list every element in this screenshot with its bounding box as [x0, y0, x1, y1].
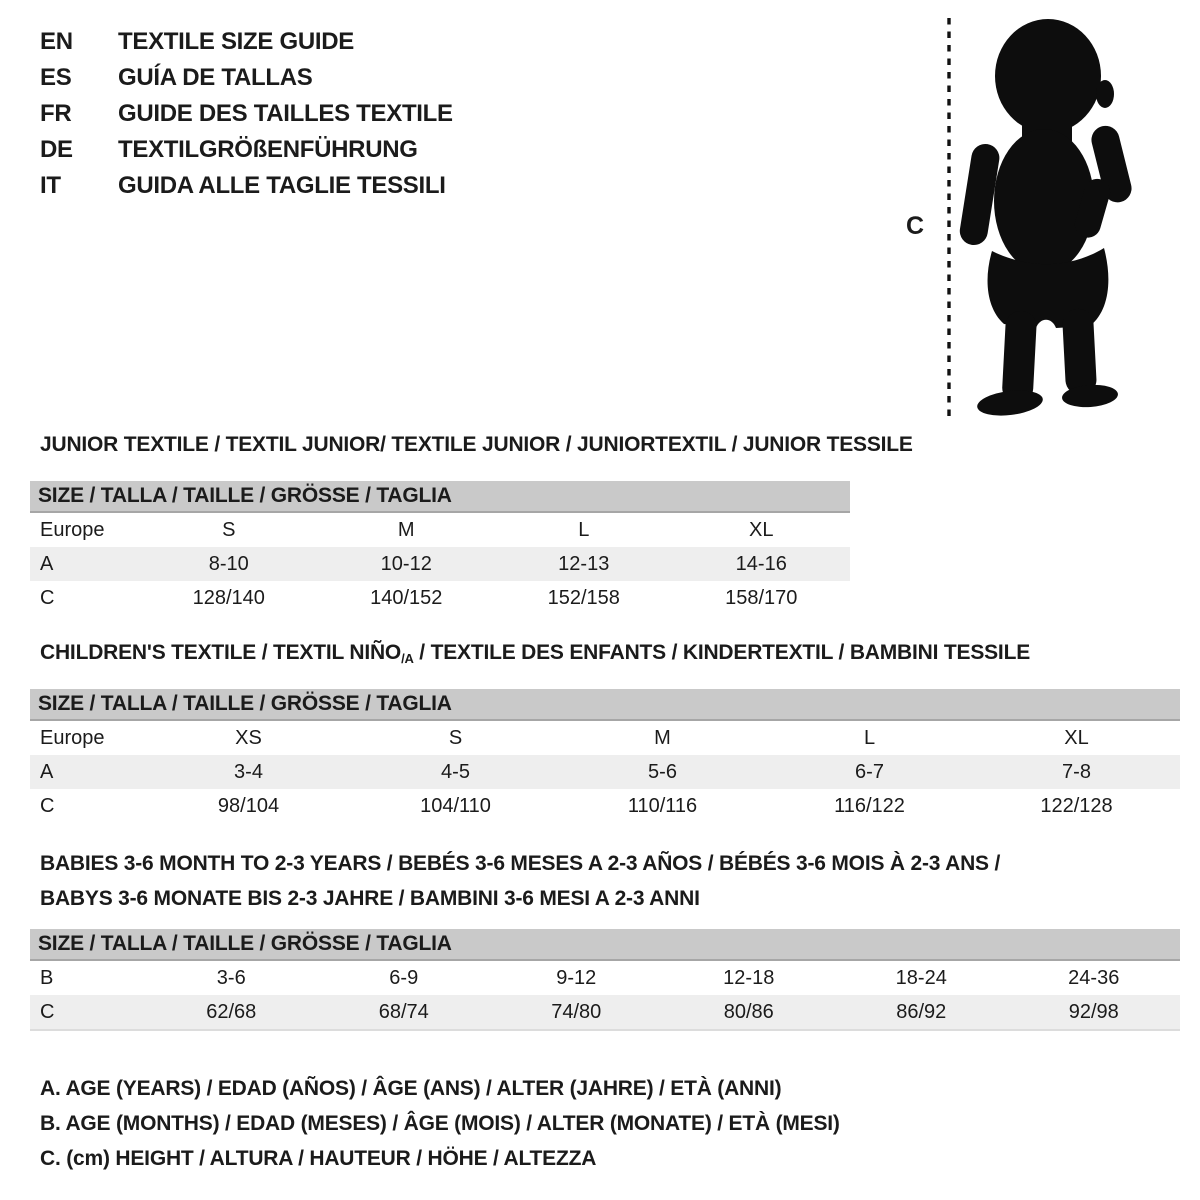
language-code: ES	[40, 64, 72, 91]
table-row-height	[30, 995, 1180, 1030]
size-cell: 128/140	[192, 586, 265, 609]
measurement-legend	[40, 1071, 840, 1176]
language-row	[40, 132, 453, 168]
children-section-title-subscript: /A	[401, 651, 414, 666]
size-cell: 140/152	[370, 586, 443, 609]
size-cell: 80/86	[663, 995, 836, 1030]
size-cell: 158/170	[725, 586, 798, 609]
row-label: Europe	[40, 726, 105, 749]
row-label: C	[30, 995, 145, 1030]
size-cell: 12-13	[495, 547, 673, 581]
size-cell: M	[654, 726, 671, 749]
table-row-age	[30, 755, 1180, 789]
language-title: GUIDE DES TAILLES TEXTILE	[118, 100, 453, 127]
size-cell: 6-9	[389, 966, 419, 989]
size-cell: 24-36	[1068, 966, 1120, 989]
size-cell: 7-8	[973, 755, 1180, 789]
size-cell: 4-5	[352, 755, 559, 789]
size-header-label: SIZE / TALLA / TAILLE / GRÖSSE / TAGLIA	[30, 689, 1180, 720]
language-title: GUÍA DE TALLAS	[118, 64, 313, 91]
babies-size-table	[30, 929, 1180, 1031]
size-cell: S	[222, 518, 236, 541]
legend-line-b: B. AGE (MONTHS) / EDAD (MESES) / ÂGE (MOIS) / ALTER (MONATE) / ETÀ (MESI)	[40, 1112, 840, 1135]
size-cell: 122/128	[1040, 794, 1113, 817]
size-header-band	[30, 929, 1180, 960]
size-cell: XS	[235, 726, 262, 749]
size-cell: 74/80	[490, 995, 663, 1030]
size-cell: 12-18	[723, 966, 775, 989]
size-cell: 62/68	[145, 995, 318, 1030]
table-row-europe	[30, 720, 1180, 755]
table-row-europe	[30, 512, 850, 547]
table-row-age	[30, 547, 850, 581]
size-header-band	[30, 481, 850, 512]
size-cell: 8-10	[140, 547, 318, 581]
language-code: DE	[40, 136, 73, 163]
row-label: C	[40, 586, 55, 609]
size-cell: 152/158	[547, 586, 620, 609]
language-code: FR	[40, 100, 72, 127]
size-header-band	[30, 689, 1180, 720]
size-header-label: SIZE / TALLA / TAILLE / GRÖSSE / TAGLIA	[30, 481, 850, 512]
table-row-months	[30, 960, 1180, 995]
size-cell: 104/110	[420, 794, 491, 817]
size-cell: 9-12	[556, 966, 597, 989]
row-label: A	[30, 547, 140, 581]
language-title-block	[40, 24, 453, 204]
size-cell: 14-16	[673, 547, 851, 581]
size-cell: L	[578, 518, 590, 541]
size-cell: M	[397, 518, 415, 541]
children-section-title-pre: CHILDREN'S TEXTILE / TEXTIL NIÑO	[40, 641, 402, 664]
language-code: IT	[40, 172, 61, 199]
legend-line-c: C. (cm) HEIGHT / ALTURA / HAUTEUR / HÖHE / ALTEZZA	[40, 1147, 597, 1170]
size-cell: 10-12	[318, 547, 496, 581]
table-row-height	[30, 789, 1180, 823]
size-cell: 3-4	[145, 755, 352, 789]
language-row	[40, 96, 453, 132]
language-row	[40, 24, 453, 60]
size-cell: 110/116	[627, 794, 698, 817]
size-cell: S	[448, 726, 463, 749]
size-cell: 116/122	[834, 794, 905, 817]
table-row-height	[30, 581, 850, 615]
language-title: TEXTILE SIZE GUIDE	[118, 28, 354, 55]
babies-section-title-line1: BABIES 3-6 MONTH TO 2-3 YEARS / BEBÉS 3-6 MESES A 2-3 AÑOS / BÉBÉS 3-6 MOIS À 2-3 ANS /	[40, 852, 1001, 875]
children-size-table	[30, 689, 1180, 823]
row-label: C	[40, 794, 55, 817]
legend-line-a: A. AGE (YEARS) / EDAD (AÑOS) / ÂGE (ANS) / ALTER (JAHRE) / ETÀ (ANNI)	[40, 1077, 782, 1100]
language-title: TEXTILGRÖßENFÜHRUNG	[118, 136, 418, 163]
toddler-silhouette-icon	[958, 16, 1142, 416]
babies-section-title-line2: BABYS 3-6 MONATE BIS 2-3 JAHRE / BAMBINI 3-6 MESI A 2-3 ANNI	[40, 887, 700, 910]
size-cell: 18-24	[895, 966, 947, 989]
language-title: GUIDA ALLE TAGLIE TESSILI	[118, 172, 446, 199]
row-label: B	[40, 966, 54, 989]
size-cell: 92/98	[1008, 995, 1181, 1030]
babies-section-title	[40, 846, 1000, 916]
language-code: EN	[40, 28, 73, 55]
language-row	[40, 60, 453, 96]
size-cell: 86/92	[835, 995, 1008, 1030]
children-section-title	[40, 641, 1030, 667]
junior-size-table	[30, 481, 850, 615]
language-row	[40, 168, 453, 204]
size-header-label: SIZE / TALLA / TAILLE / GRÖSSE / TAGLIA	[30, 929, 1180, 960]
size-cell: 98/104	[217, 794, 280, 817]
junior-section-title	[40, 433, 913, 457]
height-measure-label: C	[906, 212, 925, 240]
junior-section-title-text: JUNIOR TEXTILE / TEXTIL JUNIOR/ TEXTILE JUNIOR / JUNIORTEXTIL / JUNIOR TESSILE	[40, 433, 913, 456]
size-cell: 6-7	[766, 755, 973, 789]
children-section-title-post: / TEXTILE DES ENFANTS / KINDERTEXTIL / BAMBINI TESSILE	[413, 641, 1031, 664]
row-label: A	[30, 755, 145, 789]
size-cell: L	[863, 726, 876, 749]
size-cell: 3-6	[216, 966, 246, 989]
size-cell: XL	[1064, 726, 1089, 749]
height-dashed-line	[944, 16, 954, 418]
size-cell: 5-6	[559, 755, 766, 789]
row-label: Europe	[40, 518, 105, 541]
size-cell: 68/74	[318, 995, 491, 1030]
size-cell: XL	[749, 518, 774, 541]
